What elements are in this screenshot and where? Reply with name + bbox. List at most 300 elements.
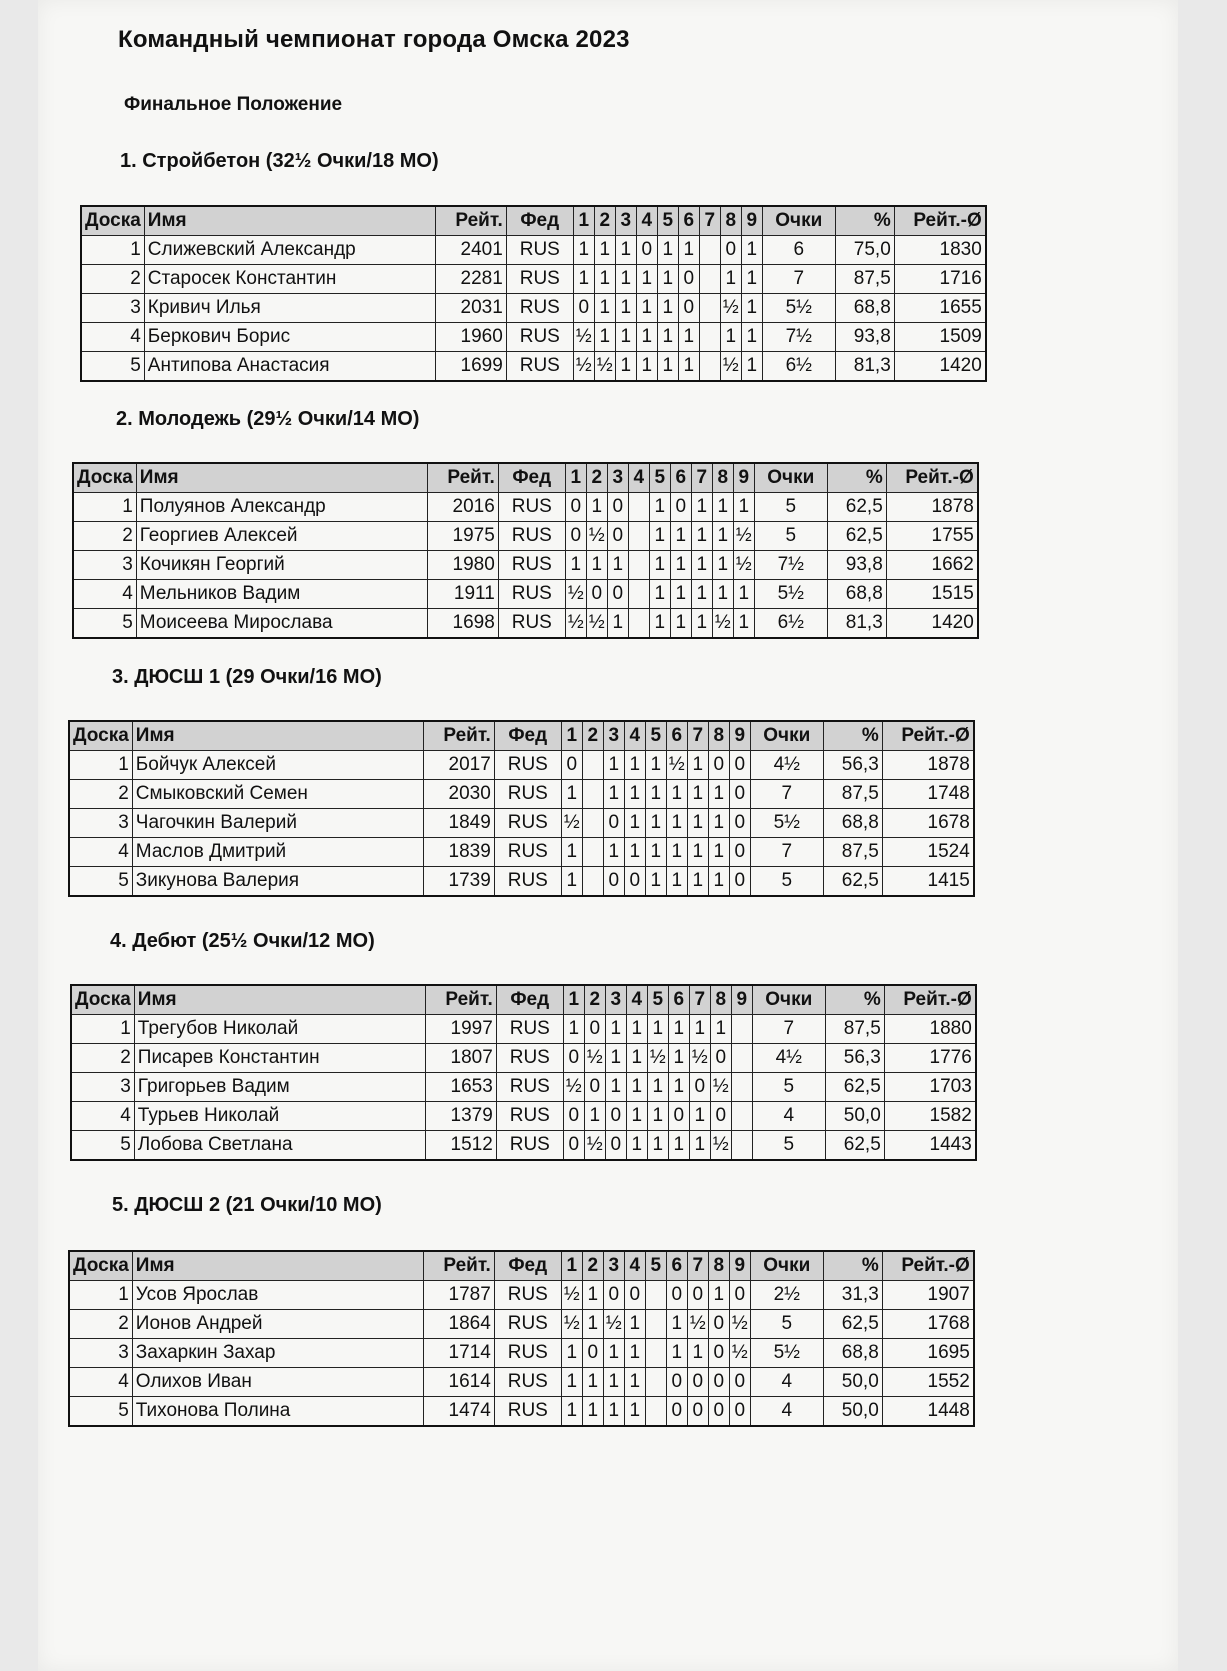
round-result-4: 1 (626, 1131, 647, 1161)
board-number: 3 (71, 1073, 134, 1102)
table-row (81, 352, 986, 382)
player-points: 4 (752, 1102, 825, 1131)
round-result-4: 1 (624, 1339, 645, 1368)
round-result-7 (699, 236, 720, 265)
player-avg-rating: 1703 (884, 1073, 976, 1102)
player-percent: 31,3 (823, 1281, 882, 1310)
player-avg-rating: 1443 (884, 1131, 976, 1161)
player-name: Лобова Светлана (134, 1131, 425, 1161)
round-result-3: 1 (603, 1397, 624, 1427)
round-result-9: ½ (733, 551, 754, 580)
player-points: 5 (752, 1131, 825, 1161)
player-points: 7 (762, 265, 835, 294)
round-result-4: 1 (636, 352, 657, 382)
table-row (81, 294, 986, 323)
player-points: 7 (752, 1015, 825, 1044)
team-table-3 (68, 720, 975, 897)
header-round-3: 3 (605, 985, 626, 1015)
round-result-7: 1 (687, 780, 708, 809)
round-result-6: 1 (670, 551, 691, 580)
round-result-5: 1 (649, 609, 670, 639)
player-rating: 1653 (425, 1073, 496, 1102)
player-percent: 50,0 (823, 1368, 882, 1397)
round-result-8: 1 (712, 522, 733, 551)
player-percent: 62,5 (825, 1131, 884, 1161)
round-result-9 (731, 1073, 752, 1102)
round-result-9: 1 (741, 323, 762, 352)
player-points: 7 (750, 838, 823, 867)
round-result-3: 0 (603, 809, 624, 838)
round-result-2: 1 (594, 294, 615, 323)
round-result-5: 1 (647, 1015, 668, 1044)
round-result-9: 0 (729, 838, 750, 867)
round-result-2: 1 (594, 323, 615, 352)
round-result-2 (582, 838, 603, 867)
player-fed: RUS (506, 294, 573, 323)
header-round-3: 3 (603, 721, 624, 751)
round-result-1: 1 (563, 1015, 584, 1044)
round-result-8: 1 (708, 867, 729, 897)
round-result-1: ½ (561, 809, 582, 838)
round-result-3: 1 (607, 609, 628, 639)
round-result-5: 1 (649, 580, 670, 609)
round-result-7: 0 (687, 1368, 708, 1397)
round-result-7: 1 (691, 609, 712, 639)
table-row (73, 580, 978, 609)
header-points: Очки (750, 721, 823, 751)
player-avg-rating: 1420 (886, 609, 978, 639)
team-heading-3: 3. ДЮСШ 1 (29 Очки/16 МО) (112, 666, 382, 688)
player-name: Антипова Анастасия (144, 352, 435, 382)
round-result-3: 1 (605, 1044, 626, 1073)
player-rating: 1699 (435, 352, 506, 382)
header-name: Имя (134, 985, 425, 1015)
header-round-7: 7 (699, 206, 720, 236)
round-result-1: 1 (565, 551, 586, 580)
round-result-6: 0 (678, 265, 699, 294)
header-round-8: 8 (708, 1251, 729, 1281)
player-rating: 1614 (423, 1368, 494, 1397)
header-round-8: 8 (710, 985, 731, 1015)
round-result-2: 0 (586, 580, 607, 609)
player-rating: 2281 (435, 265, 506, 294)
header-round-3: 3 (615, 206, 636, 236)
header-round-4: 4 (624, 721, 645, 751)
header-points: Очки (752, 985, 825, 1015)
player-rating: 1787 (423, 1281, 494, 1310)
round-result-5: 1 (645, 809, 666, 838)
round-result-5: 1 (657, 294, 678, 323)
player-avg-rating: 1695 (882, 1339, 974, 1368)
round-result-8: 1 (708, 809, 729, 838)
round-result-5: 1 (647, 1131, 668, 1161)
player-rating: 2016 (427, 493, 498, 522)
round-result-2: 1 (584, 1102, 605, 1131)
header-points: Очки (750, 1251, 823, 1281)
round-result-8: 0 (708, 1310, 729, 1339)
round-result-5: 1 (657, 352, 678, 382)
player-avg-rating: 1524 (882, 838, 974, 867)
round-result-6: 1 (668, 1073, 689, 1102)
round-result-3: 1 (615, 294, 636, 323)
table-header-row (73, 463, 978, 493)
team-table-1 (80, 205, 987, 382)
round-result-2: 1 (582, 1310, 603, 1339)
player-fed: RUS (496, 1073, 563, 1102)
team-table-2 (72, 462, 979, 639)
header-name: Имя (144, 206, 435, 236)
header-round-2: 2 (582, 1251, 603, 1281)
header-rating: Рейт. (423, 721, 494, 751)
player-percent: 68,8 (823, 809, 882, 838)
round-result-3: 0 (605, 1102, 626, 1131)
player-fed: RUS (506, 236, 573, 265)
round-result-7: 1 (691, 522, 712, 551)
board-number: 4 (69, 1368, 132, 1397)
table-row (69, 1281, 974, 1310)
player-points: 4½ (750, 751, 823, 780)
player-fed: RUS (496, 1131, 563, 1161)
table-row (81, 265, 986, 294)
round-result-4: 1 (626, 1102, 647, 1131)
table-row (69, 780, 974, 809)
round-result-1: 0 (565, 493, 586, 522)
round-result-7: 1 (691, 580, 712, 609)
header-avg-rating: Рейт.-Ø (894, 206, 986, 236)
player-name: Слижевский Александр (144, 236, 435, 265)
player-percent: 87,5 (823, 780, 882, 809)
header-board: Доска (73, 463, 136, 493)
round-result-2: ½ (594, 352, 615, 382)
round-result-6: 0 (668, 1102, 689, 1131)
round-result-7: 1 (687, 809, 708, 838)
header-fed: Фед (494, 1251, 561, 1281)
player-points: 5 (750, 1310, 823, 1339)
player-fed: RUS (506, 323, 573, 352)
board-number: 5 (71, 1131, 134, 1161)
round-result-7: 0 (689, 1073, 710, 1102)
player-percent: 93,8 (835, 323, 894, 352)
header-round-7: 7 (687, 721, 708, 751)
round-result-8: 0 (708, 1339, 729, 1368)
round-result-9: 1 (741, 265, 762, 294)
table-header-row (69, 721, 974, 751)
round-result-9: 0 (729, 1281, 750, 1310)
player-fed: RUS (494, 867, 561, 897)
header-round-7: 7 (691, 463, 712, 493)
player-avg-rating: 1415 (882, 867, 974, 897)
header-round-8: 8 (708, 721, 729, 751)
header-round-4: 4 (628, 463, 649, 493)
player-percent: 87,5 (823, 838, 882, 867)
round-result-7 (699, 352, 720, 382)
round-result-5: ½ (647, 1044, 668, 1073)
round-result-7: 1 (687, 1339, 708, 1368)
header-round-4: 4 (636, 206, 657, 236)
player-points: 5 (754, 522, 827, 551)
round-result-2: 1 (582, 1397, 603, 1427)
round-result-6: 1 (666, 780, 687, 809)
round-result-8: 1 (708, 838, 729, 867)
round-result-8: 0 (710, 1044, 731, 1073)
player-avg-rating: 1716 (894, 265, 986, 294)
round-result-1: 0 (563, 1131, 584, 1161)
header-fed: Фед (494, 721, 561, 751)
player-rating: 1911 (427, 580, 498, 609)
player-name: Григорьев Вадим (134, 1073, 425, 1102)
board-number: 2 (69, 1310, 132, 1339)
round-result-5: 1 (645, 838, 666, 867)
header-rating: Рейт. (427, 463, 498, 493)
board-number: 2 (81, 265, 144, 294)
round-result-4: 0 (636, 236, 657, 265)
player-name: Зикунова Валерия (132, 867, 423, 897)
round-result-8: ½ (720, 352, 741, 382)
round-result-3: 1 (615, 323, 636, 352)
round-result-3: 1 (603, 751, 624, 780)
round-result-4 (628, 551, 649, 580)
round-result-9: ½ (729, 1339, 750, 1368)
round-result-1: ½ (573, 323, 594, 352)
board-number: 1 (73, 493, 136, 522)
header-round-1: 1 (563, 985, 584, 1015)
header-round-6: 6 (666, 1251, 687, 1281)
header-name: Имя (136, 463, 427, 493)
round-result-6: 1 (678, 323, 699, 352)
player-points: 6½ (754, 609, 827, 639)
round-result-7: ½ (689, 1044, 710, 1073)
round-result-5: 1 (649, 522, 670, 551)
player-percent: 56,3 (825, 1044, 884, 1073)
round-result-5: 1 (647, 1073, 668, 1102)
board-number: 5 (69, 867, 132, 897)
round-result-8: 1 (708, 1281, 729, 1310)
round-result-2: 1 (582, 1281, 603, 1310)
header-round-6: 6 (666, 721, 687, 751)
board-number: 5 (73, 609, 136, 639)
player-name: Ионов Андрей (132, 1310, 423, 1339)
player-avg-rating: 1509 (894, 323, 986, 352)
round-result-3: 1 (615, 265, 636, 294)
round-result-5: 1 (649, 551, 670, 580)
team-heading-2: 2. Молодежь (29½ Очки/14 МО) (116, 408, 420, 430)
round-result-3: 1 (605, 1015, 626, 1044)
round-result-9 (731, 1102, 752, 1131)
round-result-1: ½ (561, 1310, 582, 1339)
round-result-3: 1 (607, 551, 628, 580)
board-number: 1 (81, 236, 144, 265)
round-result-6: 0 (666, 1368, 687, 1397)
round-result-7: 1 (691, 493, 712, 522)
player-fed: RUS (494, 780, 561, 809)
player-name: Писарев Константин (134, 1044, 425, 1073)
round-result-9 (731, 1131, 752, 1161)
round-result-7: 1 (689, 1015, 710, 1044)
round-result-2 (582, 751, 603, 780)
player-avg-rating: 1448 (882, 1397, 974, 1427)
round-result-6: 0 (666, 1281, 687, 1310)
round-result-5: 1 (649, 493, 670, 522)
player-rating: 2401 (435, 236, 506, 265)
header-round-5: 5 (645, 1251, 666, 1281)
player-rating: 1864 (423, 1310, 494, 1339)
player-percent: 50,0 (825, 1102, 884, 1131)
round-result-6: 0 (678, 294, 699, 323)
player-avg-rating: 1768 (882, 1310, 974, 1339)
round-result-1: ½ (563, 1073, 584, 1102)
round-result-1: 1 (561, 1368, 582, 1397)
player-fed: RUS (494, 838, 561, 867)
round-result-8: 1 (720, 323, 741, 352)
round-result-6: 0 (666, 1397, 687, 1427)
header-round-9: 9 (741, 206, 762, 236)
player-avg-rating: 1830 (894, 236, 986, 265)
table-row (71, 1015, 976, 1044)
header-percent: % (825, 985, 884, 1015)
player-avg-rating: 1655 (894, 294, 986, 323)
round-result-1: 1 (573, 236, 594, 265)
document-page (38, 0, 1178, 1671)
round-result-1: 1 (561, 1397, 582, 1427)
round-result-2: 0 (582, 1339, 603, 1368)
player-percent: 62,5 (827, 493, 886, 522)
round-result-9: 1 (733, 609, 754, 639)
header-points: Очки (754, 463, 827, 493)
round-result-7: 1 (689, 1131, 710, 1161)
player-fed: RUS (496, 1102, 563, 1131)
round-result-6: 1 (668, 1044, 689, 1073)
board-number: 3 (69, 809, 132, 838)
player-fed: RUS (498, 551, 565, 580)
player-name: Трегубов Николай (134, 1015, 425, 1044)
round-result-1: 1 (561, 780, 582, 809)
round-result-3: 1 (603, 1339, 624, 1368)
round-result-3: 1 (615, 236, 636, 265)
round-result-3: 0 (607, 580, 628, 609)
player-points: 2½ (750, 1281, 823, 1310)
player-name: Старосек Константин (144, 265, 435, 294)
header-percent: % (823, 721, 882, 751)
round-result-6: 1 (678, 352, 699, 382)
player-percent: 68,8 (835, 294, 894, 323)
player-avg-rating: 1880 (884, 1015, 976, 1044)
header-round-3: 3 (607, 463, 628, 493)
header-round-6: 6 (670, 463, 691, 493)
player-points: 4 (750, 1368, 823, 1397)
round-result-1: ½ (561, 1281, 582, 1310)
round-result-3: 1 (603, 838, 624, 867)
player-points: 5 (754, 493, 827, 522)
player-percent: 56,3 (823, 751, 882, 780)
round-result-2: 1 (586, 493, 607, 522)
table-row (69, 1397, 974, 1427)
board-number: 3 (73, 551, 136, 580)
header-round-2: 2 (594, 206, 615, 236)
player-rating: 1512 (425, 1131, 496, 1161)
round-result-9 (731, 1015, 752, 1044)
round-result-2: 0 (584, 1073, 605, 1102)
round-result-7: ½ (687, 1310, 708, 1339)
table-header-row (81, 206, 986, 236)
player-rating: 2030 (423, 780, 494, 809)
round-result-4 (628, 522, 649, 551)
player-fed: RUS (498, 609, 565, 639)
player-rating: 1379 (425, 1102, 496, 1131)
player-points: 5½ (750, 809, 823, 838)
player-fed: RUS (494, 1368, 561, 1397)
player-rating: 1807 (425, 1044, 496, 1073)
header-percent: % (827, 463, 886, 493)
header-round-8: 8 (720, 206, 741, 236)
header-round-2: 2 (582, 721, 603, 751)
header-board: Доска (69, 1251, 132, 1281)
team-table-5 (68, 1250, 975, 1427)
round-result-9: 1 (741, 352, 762, 382)
round-result-7: 0 (687, 1397, 708, 1427)
header-avg-rating: Рейт.-Ø (882, 1251, 974, 1281)
round-result-8: 0 (708, 1397, 729, 1427)
round-result-2: ½ (584, 1131, 605, 1161)
round-result-1: 0 (563, 1102, 584, 1131)
table-row (71, 1044, 976, 1073)
round-result-7: 1 (689, 1102, 710, 1131)
table-row (71, 1073, 976, 1102)
player-avg-rating: 1755 (886, 522, 978, 551)
round-result-8: 1 (710, 1015, 731, 1044)
team-heading-4: 4. Дебют (25½ Очки/12 МО) (110, 930, 375, 952)
player-rating: 1714 (423, 1339, 494, 1368)
round-result-4: 0 (624, 867, 645, 897)
player-avg-rating: 1420 (894, 352, 986, 382)
round-result-2: ½ (584, 1044, 605, 1073)
header-round-4: 4 (624, 1251, 645, 1281)
player-points: 5 (750, 867, 823, 897)
round-result-7 (699, 294, 720, 323)
round-result-9: 0 (729, 809, 750, 838)
round-result-5: 1 (645, 751, 666, 780)
player-points: 6½ (762, 352, 835, 382)
header-round-5: 5 (657, 206, 678, 236)
round-result-7: 0 (687, 1281, 708, 1310)
header-board: Доска (81, 206, 144, 236)
round-result-9: 1 (741, 236, 762, 265)
round-result-3: 0 (607, 493, 628, 522)
player-fed: RUS (494, 1310, 561, 1339)
document-subtitle: Финальное Положение (124, 94, 343, 115)
round-result-1: 1 (561, 838, 582, 867)
header-fed: Фед (498, 463, 565, 493)
player-avg-rating: 1582 (884, 1102, 976, 1131)
header-name: Имя (132, 721, 423, 751)
header-round-1: 1 (573, 206, 594, 236)
round-result-9: 0 (729, 1397, 750, 1427)
round-result-6: ½ (666, 751, 687, 780)
player-name: Турьев Николай (134, 1102, 425, 1131)
player-name: Бойчук Алексей (132, 751, 423, 780)
round-result-3: 0 (603, 867, 624, 897)
board-number: 3 (81, 294, 144, 323)
board-number: 1 (69, 751, 132, 780)
round-result-3: 1 (603, 1368, 624, 1397)
player-rating: 2017 (423, 751, 494, 780)
player-percent: 68,8 (827, 580, 886, 609)
player-points: 7½ (754, 551, 827, 580)
header-round-9: 9 (731, 985, 752, 1015)
round-result-8: 0 (710, 1102, 731, 1131)
round-result-9: 0 (729, 867, 750, 897)
player-points: 5½ (750, 1339, 823, 1368)
player-rating: 1739 (423, 867, 494, 897)
